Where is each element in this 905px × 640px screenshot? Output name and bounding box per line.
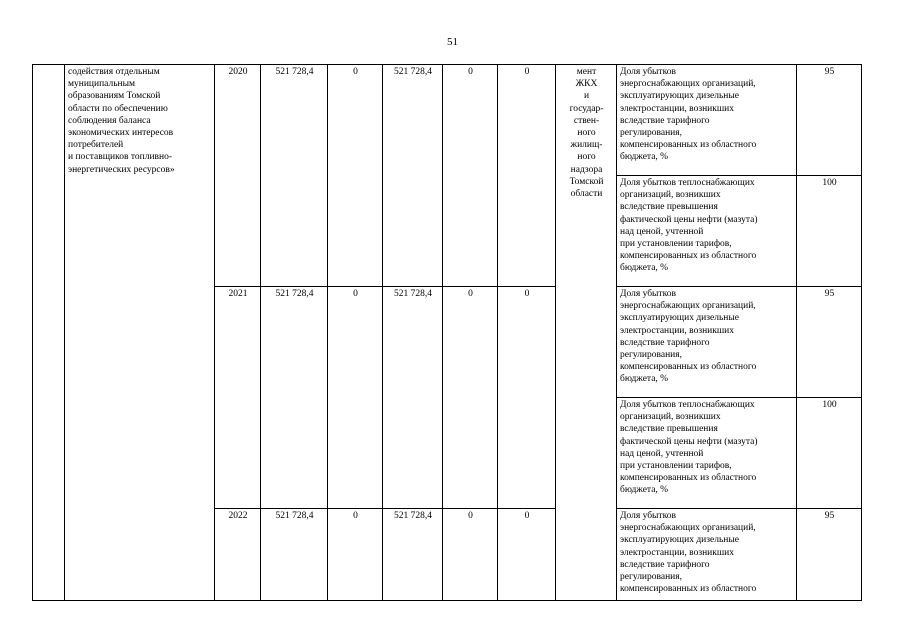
federal-cell: 0 (328, 509, 383, 601)
indicator-text-cell: Доля убытков энергоснабжающих организаций, эксплуатирующих дизельные электростанции, возникших вследствие тарифного регулирования, компенсированных из областного бюджета, % (617, 65, 797, 176)
indicator-text-cell: Доля убытков энергоснабжающих организаций, эксплуатирующих дизельные электростанции, возникших вследствие тарифного регулирования, компенсированных из областного бюджета, % (617, 287, 797, 398)
responsible-cell: мент ЖКХ и государ- ствен- ного жилищ- ного надзора Томской области (556, 65, 617, 601)
indicator-text-cell: Доля убытков теплоснабжающих организаций, возникших вследствие превышения фактической цены нефти (мазута) над ценой, учтенной при установлении тарифов, компенсированных из областного бюджета, % (617, 176, 797, 287)
local-cell: 0 (443, 287, 498, 509)
measure-name-cell: содействия отдельным муниципальным образованиям Томской области по обеспечению соблюдения баланса экономических интересов потребителей и поставщиков топливно- энергетических ресурсов» (65, 65, 215, 601)
year-cell: 2022 (215, 509, 261, 601)
indicator-text-cell: Доля убытков энергоснабжающих организаций, эксплуатирующих дизельные электростанции, возникших вследствие тарифного регулирования, компенсированных из областного (617, 509, 797, 601)
regional-cell: 521 728,4 (383, 509, 443, 601)
local-cell: 0 (443, 509, 498, 601)
federal-cell: 0 (328, 65, 383, 287)
indicator-value-cell: 100 (797, 176, 862, 287)
total-cell: 521 728,4 (261, 287, 328, 509)
indicator-value-cell: 95 (797, 287, 862, 398)
regional-cell: 521 728,4 (383, 287, 443, 509)
federal-cell: 0 (328, 287, 383, 509)
indicator-value-cell: 95 (797, 65, 862, 176)
other-cell: 0 (498, 287, 556, 509)
table-row (33, 65, 862, 176)
year-cell: 2021 (215, 287, 261, 509)
program-table (32, 64, 862, 601)
indicator-text-cell: Доля убытков теплоснабжающих организаций, возникших вследствие превышения фактической цены нефти (мазута) над ценой, учтенной при установлении тарифов, компенсированных из областного бюджета, % (617, 398, 797, 509)
page-number: 51 (447, 36, 458, 48)
year-cell: 2020 (215, 65, 261, 287)
local-cell: 0 (443, 65, 498, 287)
indicator-value-cell: 95 (797, 509, 862, 601)
other-cell: 0 (498, 65, 556, 287)
regional-cell: 521 728,4 (383, 65, 443, 287)
total-cell: 521 728,4 (261, 509, 328, 601)
total-cell: 521 728,4 (261, 65, 328, 287)
other-cell: 0 (498, 509, 556, 601)
indicator-value-cell: 100 (797, 398, 862, 509)
number-cell (33, 65, 65, 601)
